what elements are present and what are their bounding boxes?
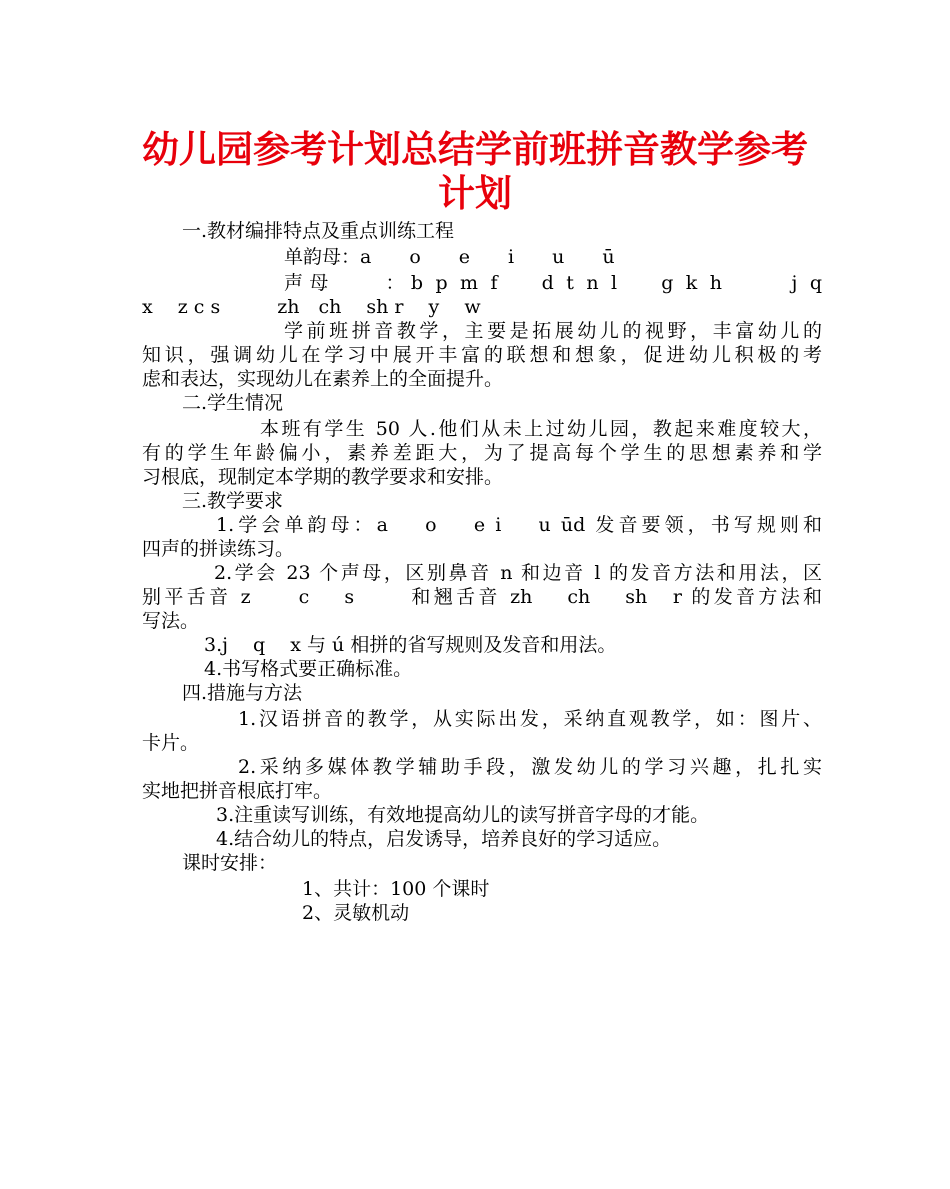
body-line: 3.j q x 与 ú 相拼的省写规则及发音和用法。 [204, 634, 617, 656]
document-title-line-2: 计划 [438, 172, 512, 215]
body-line: 3.注重读写训练，有效地提高幼儿的读写拼音字母的才能。 [216, 804, 710, 826]
body-line: 一.教材编排特点及重点训练工程 [182, 220, 455, 242]
body-line: 1、共计：100 个课时 [302, 878, 490, 900]
body-line: 有的学生年龄偏小，素养差距大，为了提高每个学生的思想素养和学 [142, 442, 822, 464]
body-line: 单韵母：a o e i u ū [284, 246, 615, 268]
body-line: 课时安排： [182, 852, 278, 874]
body-line: 1.汉语拼音的教学，从实际出发，采纳直观教学，如：图片、 [238, 708, 822, 730]
body-line: 4.书写格式要正确标准。 [204, 658, 413, 680]
body-line: 三.教学要求 [182, 490, 284, 512]
body-line: 2.学会 23 个声母，区别鼻音 n 和边音 l 的发音方法和用法，区 [214, 562, 822, 584]
body-line: 2.采纳多媒体教学辅助手段，激发幼儿的学习兴趣，扎扎实 [238, 756, 822, 778]
body-line: 四.措施与方法 [182, 682, 303, 704]
body-line: x z c s zh ch sh r y w [142, 296, 481, 318]
body-line: 2、灵敏机动 [302, 902, 410, 924]
body-line: 声母 ：b p m f d t n l g k h j q [284, 272, 822, 294]
body-line: 1.学会单韵母：a o e i u ūd 发音要领，书写规则和 [216, 514, 822, 536]
body-line: 实地把拼音根底打牢。 [142, 780, 333, 802]
body-line: 别平舌音 z c s 和翘舌音 zh ch sh r 的发音方法和 [142, 586, 822, 608]
body-line: 习根底，现制定本学期的教学要求和安排。 [142, 466, 504, 488]
body-line: 本班有学生 50 人.他们从未上过幼儿园，教起来难度较大， [260, 418, 822, 440]
body-line: 写法。 [142, 610, 200, 632]
body-line: 学前班拼音教学，主要是拓展幼儿的视野，丰富幼儿的 [284, 320, 822, 342]
body-line: 二.学生情况 [182, 392, 284, 414]
body-line: 知识，强调幼儿在学习中展开丰富的联想和想象，促进幼儿积极的考 [142, 344, 822, 366]
body-line: 卡片。 [142, 732, 200, 754]
document-title-line-1: 幼儿园参考计划总结学前班拼音教学参考 [142, 128, 808, 171]
body-line: 虑和表达，实现幼儿在素养上的全面提升。 [142, 368, 504, 390]
body-line: 4.结合幼儿的特点，启发诱导，培养良好的学习适应。 [216, 828, 672, 850]
body-line: 四声的拼读练习。 [142, 538, 295, 560]
